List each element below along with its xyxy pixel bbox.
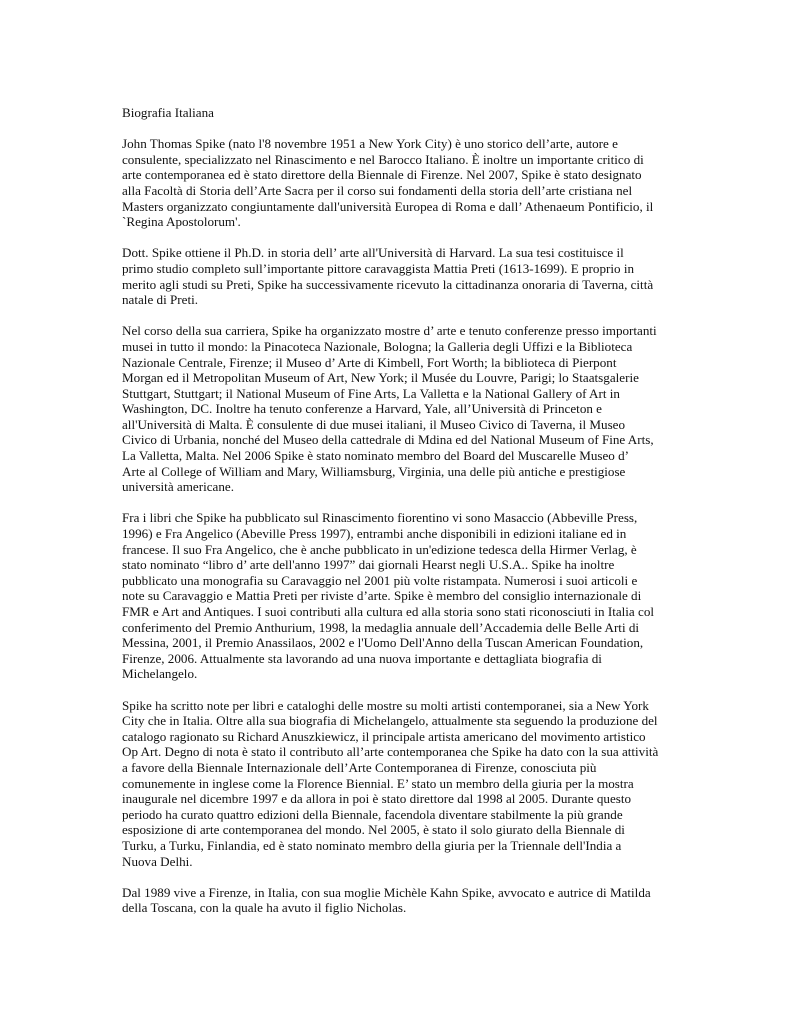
paragraph-line: inaugurale nel dicembre 1997 e da allora in poi è stato direttore dal 1998 al 2005. Durante questo	[122, 791, 632, 807]
paragraph-line: merito agli studi su Preti, Spike ha successivamente ricevuto la cittadinanza onoraria di Taverna, città	[122, 276, 654, 292]
paragraph-spacer	[122, 869, 682, 885]
paragraph-line: catalogo ragionato su Richard Anuszkiewicz, il principale artista americano del movimento artistico	[122, 728, 646, 744]
paragraph-spacer	[122, 682, 682, 698]
paragraph-line: musei in tutto il mondo: la Pinacoteca Nazionale, Bologna; la Galleria degli Uffizi e la Biblioteca	[122, 338, 633, 354]
paragraph-line: `Regina Apostolorum'.	[122, 214, 241, 230]
paragraph-line: Op Art. Degno di nota è stato il contributo all’arte contemporanea che Spike ha dato con la sua attività	[122, 744, 659, 760]
paragraph-line: Nel corso della sua carriera, Spike ha organizzato mostre d’ arte e tenuto conferenze presso importanti	[122, 323, 657, 339]
paragraph-line: conferimento del Premio Anthurium, 1998, la medaglia annuale dell’Accademia delle Belle Arti di	[122, 619, 640, 635]
paragraph-line: Arte al College of William and Mary, Williamsburg, Virginia, una delle più antiche e prestigiose	[122, 463, 626, 479]
paragraph-line: Messina, 2001, il Premio Anassilaos, 2002 e l'Uomo Dell'Anno della Tuscan American Foundation,	[122, 635, 644, 651]
paragraph-line: Nazionale Centrale, Firenze; il Museo d’ Arte di Kimbell, Fort Worth; la biblioteca di Pierpont	[122, 354, 617, 370]
paragraph	[122, 885, 682, 916]
paragraph-spacer	[122, 230, 682, 246]
paragraph	[122, 136, 682, 230]
paragraph-line: periodo ha curato quattro edizioni della Biennale, facendola diventare stabilmente la più grande	[122, 806, 623, 822]
paragraph-line: Stuttgart, Stuttgart; il National Museum of Fine Arts, La Valletta e la National Gallery of Art in	[122, 385, 620, 401]
paragraph-line: primo studio completo sull’importante pittore caravaggista Mattia Preti (1613-1699). E proprio in	[122, 260, 634, 276]
paragraph-line: Masters organizzato congiuntamente dall'università Europea di Roma e dall’ Athenaeum Pontificio, il	[122, 198, 654, 214]
paragraph-line: City che in Italia. Oltre alla sua biografia di Michelangelo, attualmente sta seguendo la produzione del	[122, 713, 658, 729]
paragraph-line: consulente, specializzato nel Rinascimento e nel Barocco Italiano. È inoltre un importante critico di	[122, 151, 644, 167]
paragraph-line: John Thomas Spike (nato l'8 novembre 1951 a New York City) è uno storico dell’arte, autore e	[122, 136, 618, 152]
paragraph-line: Morgan ed il Metropolitan Museum of Art, New York; il Musée du Louvre, Parigi; lo Staatsgalerie	[122, 370, 639, 386]
document-body	[122, 105, 682, 916]
paragraph-line: della Toscana, con la quale ha avuto il figlio Nicholas.	[122, 900, 407, 916]
paragraph-line: esposizione di arte contemporanea del mondo. Nel 2005, è stato il solo giurato della Biennale di	[122, 822, 625, 838]
paragraph-line: Michelangelo.	[122, 666, 198, 682]
paragraph-line: Fra i libri che Spike ha pubblicato sul Rinascimento fiorentino vi sono Masaccio (Abbeville Press,	[122, 510, 638, 526]
paragraph-line: Dott. Spike ottiene il Ph.D. in storia dell’ arte all'Università di Harvard. La sua tesi costituisce il	[122, 245, 624, 261]
paragraph-line: pubblicato una monografia su Caravaggio nel 2001 più volte ristampata. Numerosi i suoi articoli e	[122, 572, 638, 588]
paragraph	[122, 698, 682, 870]
paragraph-line: Washington, DC. Inoltre ha tenuto conferenze a Harvard, Yale, all’Università di Princeton e	[122, 401, 602, 417]
paragraph-line: La Valletta, Malta. Nel 2006 Spike è stato nominato membro del Board del Muscarelle Museo d’	[122, 448, 630, 464]
paragraph	[122, 245, 682, 307]
paragraph-line: francese. Il suo Fra Angelico, che è anche pubblicato in un'edizione tedesca della Hirmer Verlag, è	[122, 541, 637, 557]
paragraph-line: Turku, a Turku, Finlandia, ed è stato nominato membro della giuria per la Triennale dell'India a	[122, 837, 622, 853]
paragraph-line: Spike ha scritto note per libri e cataloghi delle mostre su molti artisti contemporanei, sia a New York	[122, 697, 649, 713]
paragraph-line: comunemente in inglese come la Florence Biennial. E’ stato un membro della giuria per la mostra	[122, 775, 634, 791]
paragraph-line: Civico di Urbania, nonché del Museo della cattedrale di Mdina ed del National Museum of Fine Arts,	[122, 432, 654, 448]
paragraph-line: note su Caravaggio e Mattia Preti per riviste d’arte. Spike è membro del consiglio internazionale di	[122, 588, 642, 604]
paragraph-spacer	[122, 121, 682, 137]
paragraph-line: FMR e Art and Antiques. I suoi contributi alla cultura ed alla storia sono stati riconosciuti in Italia col	[122, 604, 655, 619]
paragraph	[122, 510, 682, 682]
document-title: Biografia Italiana	[122, 105, 214, 120]
paragraph	[122, 323, 682, 495]
paragraph-line: 1996) e Fra Angelico (Abeville Press 1997), entrambi anche disponibili in edizioni italiane ed in	[122, 526, 627, 542]
paragraph-line: Nuova Delhi.	[122, 853, 193, 869]
paragraph-line: Dal 1989 vive a Firenze, in Italia, con sua moglie Michèle Kahn Spike, avvocato e autrice di Matilda	[122, 884, 651, 900]
paragraph-line: alla Facoltà di Storia dell’Arte Sacra per il corso sui fondamenti della storia dell’arte cristiana nel	[122, 182, 633, 198]
paragraph-line: a favore della Biennale Internazionale dell’Arte Contemporanea di Firenze, conosciuta più	[122, 759, 597, 775]
paragraph-line: arte contemporanea ed è stato direttore della Biennale di Firenze. Nel 2007, Spike è stato designato	[122, 167, 642, 183]
paragraph-line: Firenze, 2006. Attualmente sta lavorando ad una nuova importante e dettagliata biografia di	[122, 650, 602, 666]
paragraphs-container	[122, 136, 682, 916]
paragraph-spacer	[122, 495, 682, 511]
paragraph-line: natale di Preti.	[122, 292, 198, 308]
paragraph-spacer	[122, 308, 682, 324]
paragraph-line: stato nominato “libro d’ arte dell'anno 1997” dai giornali Hearst negli U.S.A.. Spike ha inoltre	[122, 557, 615, 573]
paragraph-line: all'Università di Malta. È consulente di due musei italiani, il Museo Civico di Taverna, il Museo	[122, 416, 626, 432]
paragraph-line: università americane.	[122, 479, 234, 495]
